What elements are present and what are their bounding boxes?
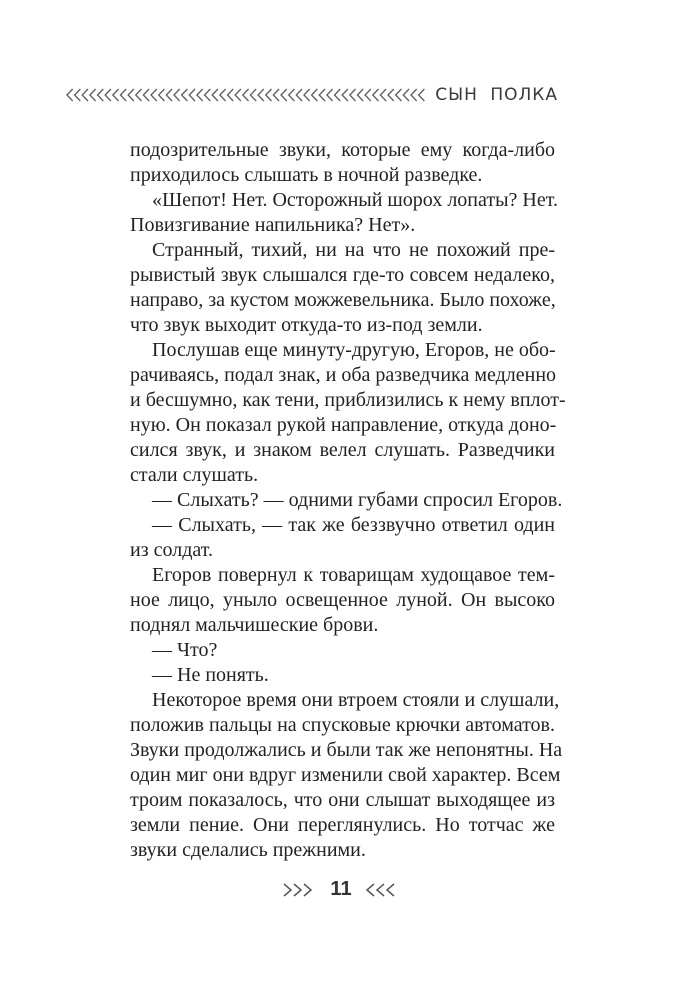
text-line: звуки сделались прежними. [130, 839, 366, 861]
chevrons-right-icon [282, 882, 318, 898]
running-title: СЫН ПОЛКА [435, 85, 558, 105]
text-line: и бесшумно, как тени, приблизились к нему вплот- [130, 389, 566, 411]
chevrons-left-icon [364, 882, 400, 898]
text-line: приходилось слышать в ночной разведке. [130, 164, 483, 186]
text-line: рывистый звук слышался где-то совсем недалеко, [130, 264, 555, 286]
text-line: ное лицо, уныло освещенное луной. Он высоко [130, 589, 555, 611]
text-line: из солдат. [130, 539, 213, 561]
chevron-ornament-icon [66, 86, 425, 104]
page-number: 11 [330, 878, 352, 900]
text-line: Странный, тихий, ни на что не похожий пре- [152, 239, 555, 261]
text-line: сился звук, и знаком велел слушать. Разведчики [130, 439, 555, 461]
running-header [66, 82, 558, 108]
text-line: стали слушать. [130, 464, 259, 486]
text-line: направо, за кустом можжевельника. Было похоже, [130, 289, 556, 311]
text-line: подозрительные звуки, которые ему когда-либо [130, 139, 555, 161]
text-line: что звук выходит откуда-то из-под земли. [130, 314, 483, 336]
text-line: — Слыхать, — так же беззвучно ответил один [152, 514, 555, 536]
text-line: Егоров повернул к товарищам худощавое тем- [152, 564, 555, 586]
text-line: ную. Он показал рукой направление, откуда доно- [130, 414, 557, 436]
text-line: Звуки продолжались и были так же непонятны. На [130, 739, 563, 761]
text-line: земли пение. Они переглянулись. Но тотчас же [130, 814, 555, 836]
text-line: поднял мальчишеские брови. [130, 614, 379, 636]
text-line: рачиваясь, подал знак, и оба разведчика медленно [130, 364, 557, 386]
text-line: — Что? [152, 639, 218, 661]
text-line: Послушав еще минуту-другую, Егоров, не обо- [152, 339, 556, 361]
text-line: Некоторое время они втроем стояли и слушали, [152, 689, 560, 711]
text-line: «Шепот! Нет. Осторожный шорох лопаты? Нет. [152, 189, 558, 211]
text-line: один миг они вдруг изменили свой характер. Всем [130, 764, 561, 786]
text-line: троим показалось, что они слышат выходящее из [130, 789, 555, 811]
body-text [130, 138, 566, 863]
text-line: — Не понять. [152, 664, 269, 686]
text-line: — Слыхать? — одними губами спросил Егоров. [152, 489, 563, 511]
text-line: Повизгивание напильника? Нет». [130, 214, 416, 236]
text-line: положив пальцы на спусковые крючки автоматов. [130, 714, 555, 736]
page-footer [0, 878, 682, 901]
